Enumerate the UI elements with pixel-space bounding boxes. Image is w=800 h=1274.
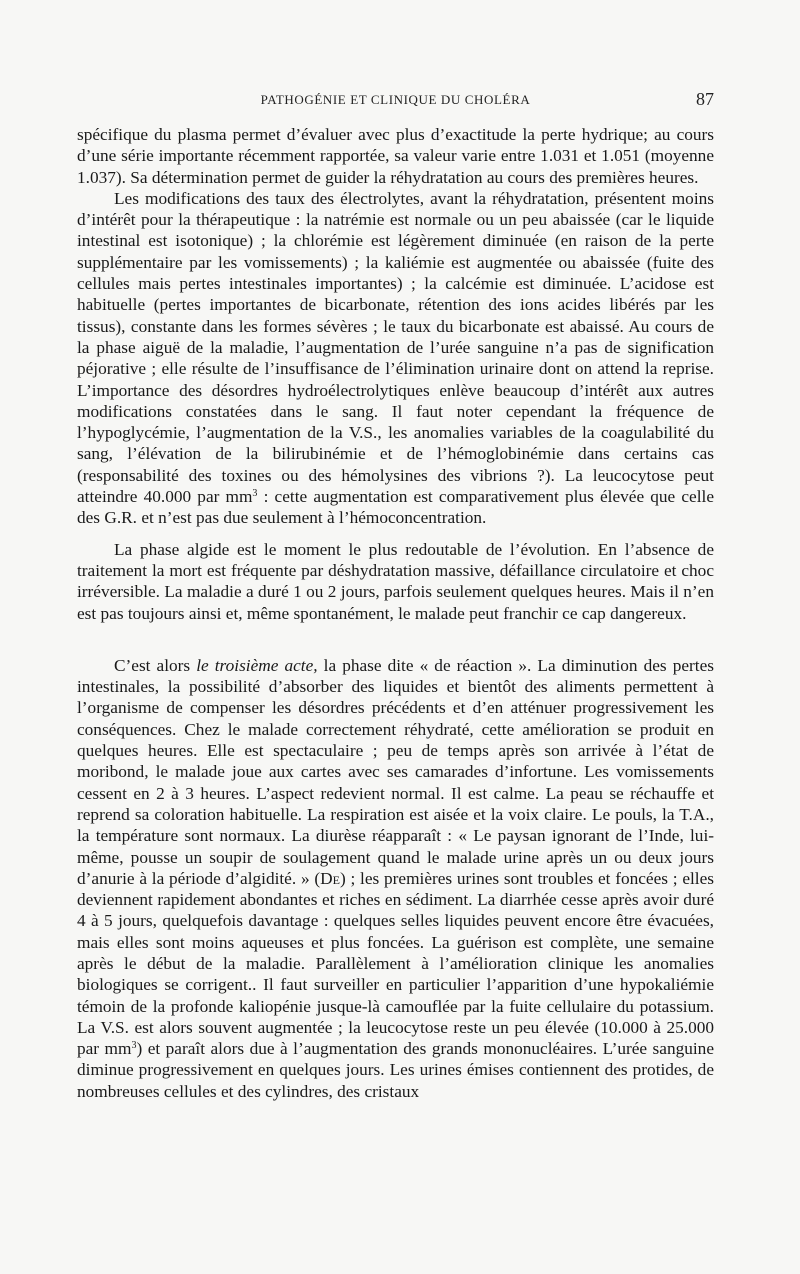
page-number: 87 [696,89,714,109]
reference-de: De [320,868,340,888]
emphasis-troisieme-acte: le troisième acte, [196,655,318,675]
paragraph-4-part3: ) et paraît alors due à l’augmentation des grands mononucléaires. L’urée sanguine diminue progressivement en quelques jours. Les urines émises contiennent des protides, de nombreuses cellules et des cylindres, des cristaux [77,1039,714,1101]
paragraph-4-part1: la phase dite « de réaction ». La diminution des pertes intestinales, la possibilité d’absorber des liquides et bientôt des aliments permettent à l’organisme de compenser les désordres précédents et d’en atténuer progressivement les conséquences. Chez le malade correctement réhydraté, cette amélioration se produit en quelques heures. Elle est spectaculaire ; peu de temps après son arrivée à l’état de moribond, le malade joue aux cartes avec ses camarades d’infortune. Les vomissements cessent en 2 à 3 heures. L’aspect redevient normal. Il est calme. La peau se réchauffe et reprend sa coloration habituelle. La respiration est aisée et la voix claire. Le pouls, la T.A., la température sont normaux. La diurèse réapparaît : « Le paysan ignorant de l’Inde, lui-même, pousse un soupir de soulagement quand le malade urine après un ou deux jours d’anurie à la période d’algidité. » ( [77,655,714,888]
superscript-3: 3 [252,488,258,500]
paragraph-2-part1: Les modifications des taux des électrolytes, avant la réhydratation, présentent moins d’intérêt pour la thérapeutique : la natrémie est normale ou un peu abaissée (car le liquide intestinal est isotonique) ; la chlorémie est légèrement diminuée (en raison de la perte supplémentaire par les vomissements) ; la kaliémie est augmentée ou abaissée (fuite des cellules mais pertes intestinales importantes) ; la calcémie est diminuée. L’acidose est habituelle (pertes importantes de bicarbonate, rétention des ions acides libérés par les tissus), constante dans les formes sévères ; le taux du bicarbonate est abaissé. Au cours de la phase aiguë de la maladie, l’augmentation de l’urée sanguine n’a pas de signification péjorative ; elle résulte de l’insuffisance de l’élimination urinaire dont on attend la reprise. L’importance des désordres hydroélectrolytiques enlève beaucoup d’intérêt aux autres modifications constatées dans le sang. Il faut noter cependant la fréquence de l’hypoglycémie, l’augmentation de la V.S., les anomalies variables de la coagulabilité du sang, l’élévation de la bilirubinémie et de l’hémoglobinémie dans certains cas (responsabilité des toxines ou des hémolysines des vibrions ?). La leucocytose peut atteindre 40.000 par mm [77,188,714,507]
body-text [77,124,714,1102]
book-page [77,89,714,1102]
running-title: PATHOGÉNIE ET CLINIQUE DU CHOLÉRA [260,92,531,107]
paragraph-3 [77,539,714,624]
paragraph-4-part2: ) ; les premières urines sont troubles et foncées ; elles deviennent rapidement abondantes et riches en sédiment. La diarrhée cesse après avoir duré 4 à 5 jours, quelquefois davantage : quelques selles liquides peuvent encore être évacuées, mais elles sont moins aqueuses et plus foncées. La guérison est complète, une semaine après le début de la maladie. Parallèlement à l’amélioration clinique les anomalies biologiques se corrigent.. Il faut surveiller en particulier l’apparition d’une hypokaliémie témoin de la profonde kaliopénie jusque-là camouflée par la fuite cellulaire du potassium. La V.S. est alors souvent augmentée ; la leucocytose reste un peu élevée (10.000 à 25.000 par mm [77,868,714,1059]
paragraph-2 [77,188,714,529]
paragraph-2-part2: : cette augmentation est comparativement plus élevée que celle des G.R. et n’est pas due seulement à l’hémoconcentration. [77,487,714,528]
paragraph-1 [77,124,714,188]
paragraph-4-lead: C’est alors [114,655,197,675]
paragraph-4 [77,655,714,1102]
paragraph-3-text: La phase algide est le moment le plus redoutable de l’évolution. En l’absence de traitement la mort est fréquente par déshydratation massive, défaillance circulatoire et choc irréversible. La maladie a duré 1 ou 2 jours, parfois seulement quelques heures. Mais il n’en est pas toujours ainsi et, même spontanément, le malade peut franchir ce cap dangereux. [77,539,714,623]
paragraph-1-text: spécifique du plasma permet d’évaluer avec plus d’exactitude la perte hydrique; au cours d’une série importante récemment rapportée, sa valeur varie entre 1.031 et 1.051 (moyenne 1.037). Sa détermination permet de guider la réhydratation au cours des premières heures. [77,125,714,187]
running-header [77,89,714,116]
superscript-3: 3 [131,1040,137,1052]
